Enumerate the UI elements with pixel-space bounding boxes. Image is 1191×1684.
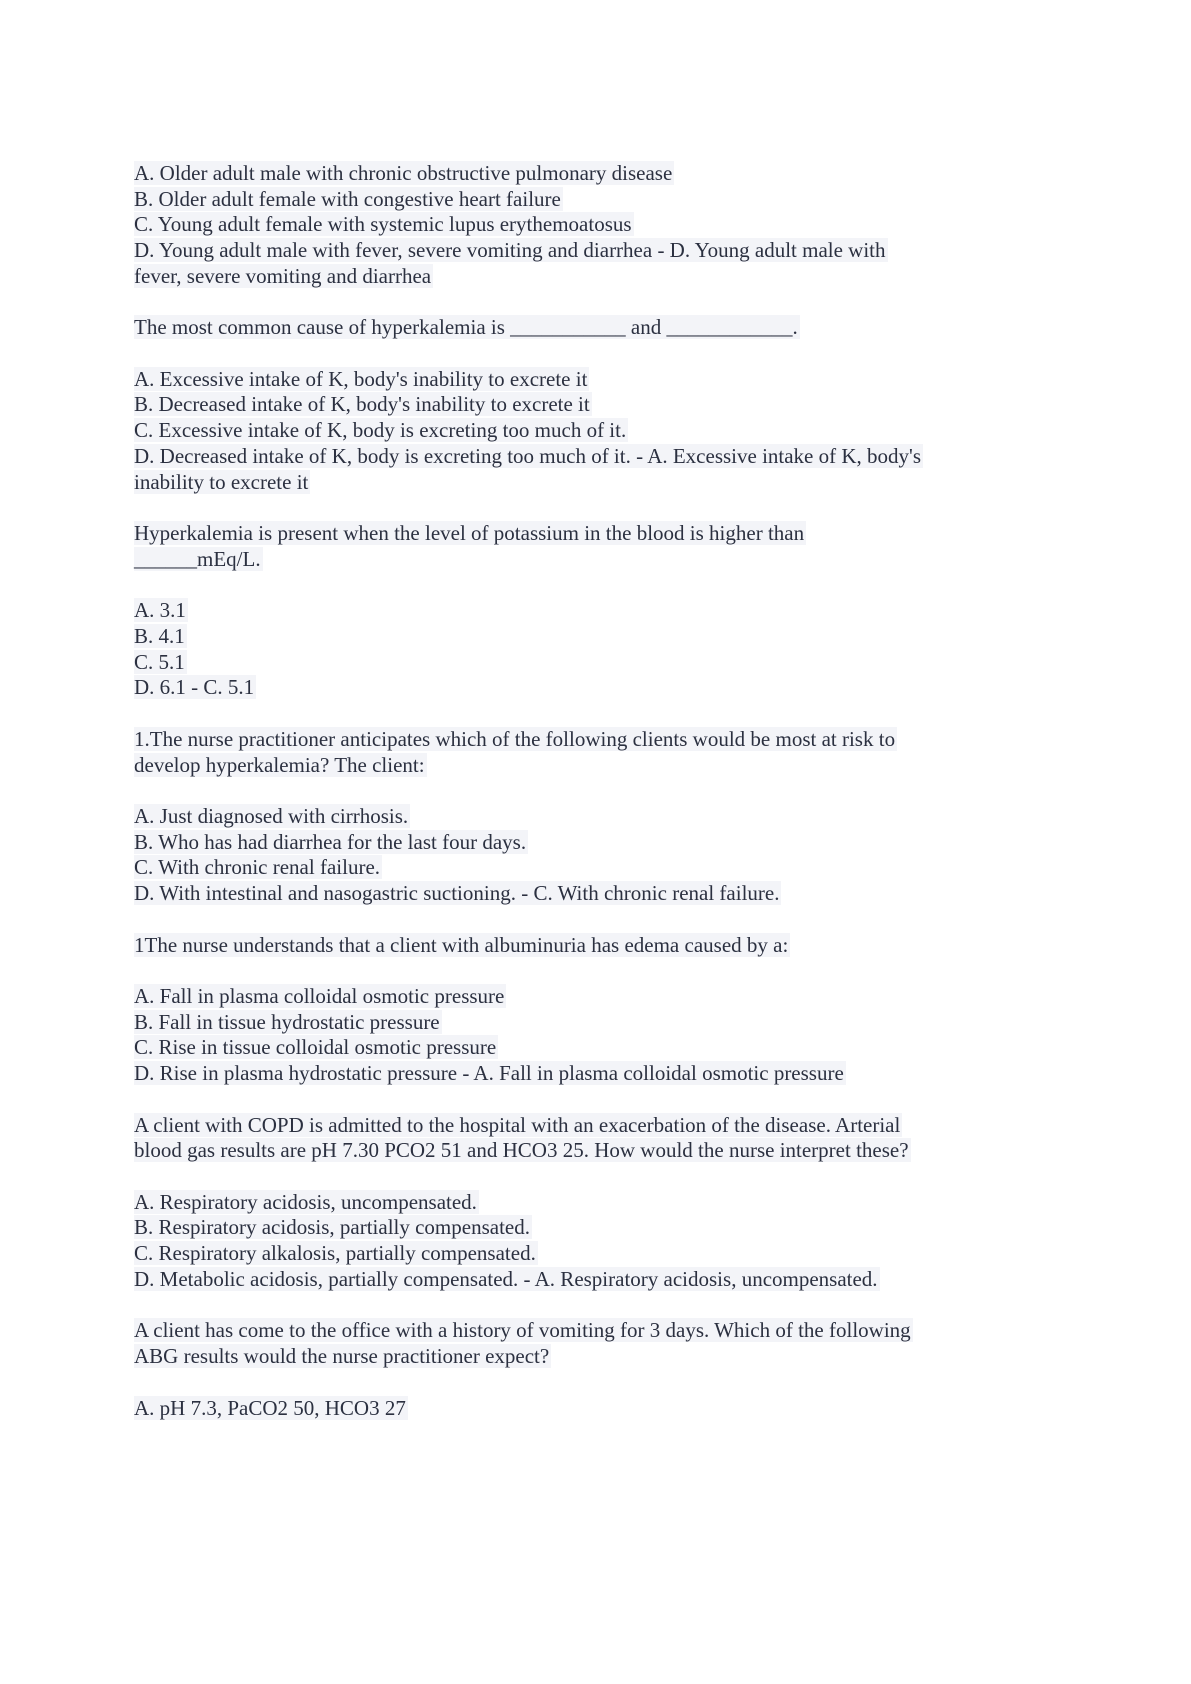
- text-line: [134, 547, 1054, 573]
- text-line: [134, 1010, 1054, 1036]
- text-line-content: A. pH 7.3, PaCO2 50, HCO3 27: [134, 1395, 406, 1420]
- text-line: [134, 727, 1054, 753]
- text-line-content: A. Just diagnosed with cirrhosis.: [134, 803, 409, 828]
- text-line: [134, 1241, 1054, 1267]
- text-line: [134, 1396, 1054, 1422]
- text-line: [134, 624, 1054, 650]
- text-line-content: Hyperkalemia is present when the level of potassium in the blood is higher than: [134, 521, 805, 546]
- text-line: [134, 984, 1054, 1010]
- text-line-content: C. With chronic renal failure.: [134, 855, 381, 880]
- text-line-content: fever, severe vomiting and diarrhea: [134, 263, 432, 288]
- text-line-content: D. Young adult male with fever, severe vomiting and diarrhea - D. Young adult male with: [134, 238, 886, 263]
- text-line: [134, 753, 1054, 779]
- text-line-content: inability to excrete it: [134, 469, 309, 494]
- text-line-content: B. 4.1: [134, 623, 185, 648]
- text-line: [134, 1318, 1054, 1344]
- text-block: [134, 1396, 1054, 1422]
- text-line-content: B. Who has had diarrhea for the last four days.: [134, 829, 527, 854]
- text-line: [134, 1344, 1054, 1370]
- text-block: [134, 367, 1054, 496]
- text-line: [134, 161, 1054, 187]
- text-line-content: develop hyperkalemia? The client:: [134, 752, 425, 777]
- text-line-content: 1The nurse understands that a client with albuminuria has edema caused by a:: [134, 932, 789, 957]
- text-line-content: A. Older adult male with chronic obstructive pulmonary disease: [134, 161, 673, 185]
- text-line-content: A client has come to the office with a history of vomiting for 3 days. Which of the following: [134, 1318, 911, 1343]
- text-line-content: B. Respiratory acidosis, partially compensated.: [134, 1215, 530, 1240]
- text-line-content: C. Young adult female with systemic lupus erythemoatosus: [134, 212, 632, 237]
- text-line: [134, 1190, 1054, 1216]
- text-line-content: A. Respiratory acidosis, uncompensated.: [134, 1189, 477, 1214]
- text-line: [134, 804, 1054, 830]
- text-line-content: blood gas results are pH 7.30 PCO2 51 and HCO3 25. How would the nurse interpret these?: [134, 1138, 909, 1163]
- text-line: [134, 212, 1054, 238]
- text-line: [134, 1267, 1054, 1293]
- text-line: [134, 315, 1054, 341]
- text-line-content: B. Fall in tissue hydrostatic pressure: [134, 1009, 440, 1034]
- text-block: [134, 1113, 1054, 1164]
- text-line-content: B. Decreased intake of K, body's inability to excrete it: [134, 392, 590, 417]
- text-block: [134, 521, 1054, 572]
- text-line-content: B. Older adult female with congestive heart failure: [134, 186, 561, 211]
- text-line: [134, 367, 1054, 393]
- text-block: [134, 804, 1054, 907]
- text-line: [134, 470, 1054, 496]
- text-line-content: The most common cause of hyperkalemia is ___________ and ____________.: [134, 315, 798, 340]
- text-block: [134, 933, 1054, 959]
- text-block: [134, 1318, 1054, 1369]
- text-line-content: C. Excessive intake of K, body is excreting too much of it.: [134, 418, 627, 443]
- text-line: [134, 855, 1054, 881]
- text-line: [134, 830, 1054, 856]
- text-line: [134, 650, 1054, 676]
- text-line: [134, 392, 1054, 418]
- text-block: [134, 727, 1054, 778]
- text-line: [134, 238, 1054, 264]
- text-line: [134, 1138, 1054, 1164]
- text-line-content: C. Respiratory alkalosis, partially compensated.: [134, 1241, 536, 1266]
- text-block: [134, 984, 1054, 1087]
- text-line-content: D. With intestinal and nasogastric suctioning. - C. With chronic renal failure.: [134, 881, 780, 906]
- text-line-content: D. 6.1 - C. 5.1: [134, 675, 255, 700]
- text-line: [134, 933, 1054, 959]
- text-line: [134, 1061, 1054, 1087]
- text-line-content: C. 5.1: [134, 649, 185, 674]
- text-line-content: A. Fall in plasma colloidal osmotic pressure: [134, 984, 505, 1008]
- text-line-content: A. Excessive intake of K, body's inability to excrete it: [134, 366, 588, 391]
- text-block: [134, 161, 1054, 290]
- text-line: [134, 1215, 1054, 1241]
- text-block: [134, 1190, 1054, 1293]
- text-line: [134, 418, 1054, 444]
- text-block: [134, 598, 1054, 701]
- text-line: [134, 881, 1054, 907]
- text-line: [134, 1113, 1054, 1139]
- text-line-content: A. 3.1: [134, 598, 186, 623]
- text-line: [134, 264, 1054, 290]
- text-line-content: D. Metabolic acidosis, partially compensated. - A. Respiratory acidosis, uncompensated.: [134, 1266, 878, 1291]
- text-line-content: C. Rise in tissue colloidal osmotic pressure: [134, 1035, 497, 1060]
- text-line-content: ______mEq/L.: [134, 546, 261, 571]
- text-block: [134, 315, 1054, 341]
- text-line: [134, 444, 1054, 470]
- text-line-content: ABG results would the nurse practitioner expect?: [134, 1344, 550, 1369]
- text-line-content: D. Decreased intake of K, body is excreting too much of it. - A. Excessive intake of K, body's: [134, 443, 921, 468]
- text-line: [134, 521, 1054, 547]
- text-line-content: 1.The nurse practitioner anticipates which of the following clients would be most at risk to: [134, 726, 896, 751]
- text-line-content: D. Rise in plasma hydrostatic pressure - A. Fall in plasma colloidal osmotic pressure: [134, 1061, 844, 1086]
- text-line: [134, 675, 1054, 701]
- text-line: [134, 1035, 1054, 1061]
- text-line: [134, 187, 1054, 213]
- text-line-content: A client with COPD is admitted to the hospital with an exacerbation of the disease. Arterial: [134, 1112, 901, 1137]
- document-page: [134, 161, 1054, 1447]
- text-line: [134, 598, 1054, 624]
